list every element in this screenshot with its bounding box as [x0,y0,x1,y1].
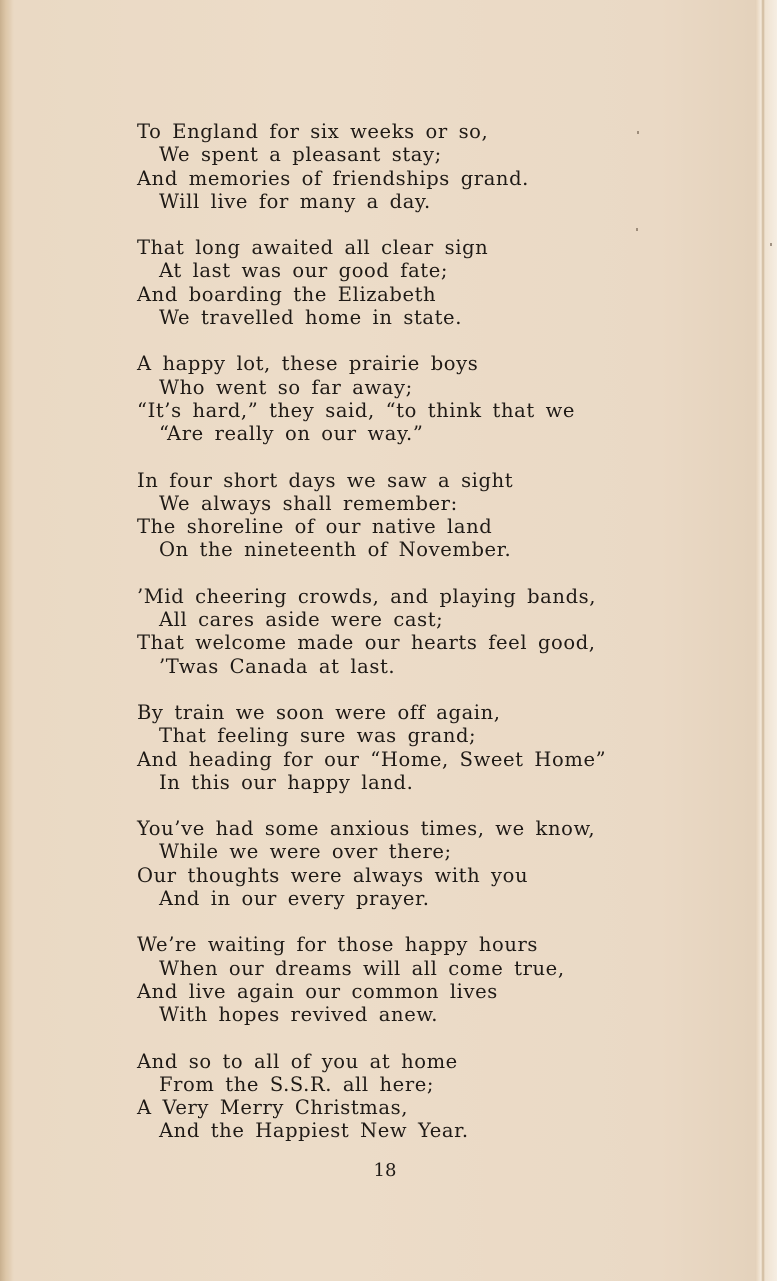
poem-line: We travelled home in state. [159,306,462,330]
poem-line: You’ve had some anxious times, we know, [137,817,596,841]
poem-stanza [137,352,657,445]
poem-line: ’Mid cheering crowds, and playing bands, [137,584,597,608]
poem-line: We’re waiting for those happy hours [137,933,539,957]
poem [137,120,657,1166]
poem-line: The shoreline of our native land [137,515,493,539]
poem-line: That welcome made our hearts feel good, [137,631,596,655]
poem-line: A happy lot, these prairie boys [137,352,479,376]
poem-line: “It’s hard,” they said, “to think that we [137,398,576,422]
page-number: 18 [373,1160,397,1181]
poem-line: Will live for many a day. [159,189,431,213]
poem-line: And memories of friendships grand. [137,166,529,190]
poem-line: A Very Merry Christmas, [137,1096,409,1120]
poem-line: From the S.S.R. all here; [159,1072,435,1096]
poem-stanza [137,817,657,910]
poem-line: While we were over there; [159,840,452,864]
page-left-edge [0,0,14,1281]
poem-stanza [137,933,657,1026]
poem-line: We always shall remember: [159,491,458,515]
poem-stanza [137,469,657,562]
poem-line: Our thoughts were always with you [137,863,529,887]
poem-line: By train we soon were off again, [137,700,501,724]
poem-line: “Are really on our way.” [159,422,424,446]
poem-stanza [137,701,657,794]
poem-line: In this our happy land. [159,770,414,794]
poem-line: And boarding the Elizabeth [137,282,437,306]
poem-line: And heading for our “Home, Sweet Home” [137,747,607,771]
booklet-spine [756,0,777,1281]
poem-stanza [137,236,657,329]
poem-line: ’Twas Canada at last. [159,654,396,678]
poem-line: At last was our good fate; [159,259,449,283]
poem-line: We spent a pleasant stay; [159,143,442,167]
poem-stanza [137,1050,657,1143]
poem-line: And so to all of you at home [137,1049,458,1073]
poem-line: Who went so far away; [159,375,413,399]
poem-line: That long awaited all clear sign [137,236,489,260]
poem-line: And in our every prayer. [159,887,430,911]
poem-line: To England for six weeks or so, [137,120,489,143]
poem-line: That feeling sure was grand; [159,724,477,748]
poem-line: When our dreams will all come true, [159,956,565,980]
paper-speck [770,243,772,246]
poem-line: All cares aside were cast; [159,608,444,632]
poem-line: And the Happiest New Year. [159,1119,469,1143]
poem-line: In four short days we saw a sight [137,468,514,492]
poem-line: With hopes revived anew. [159,1003,439,1027]
poem-stanza [137,120,657,213]
poem-line: And live again our common lives [137,979,498,1003]
poem-stanza [137,585,657,678]
poem-line: On the nineteenth of November. [159,538,512,562]
